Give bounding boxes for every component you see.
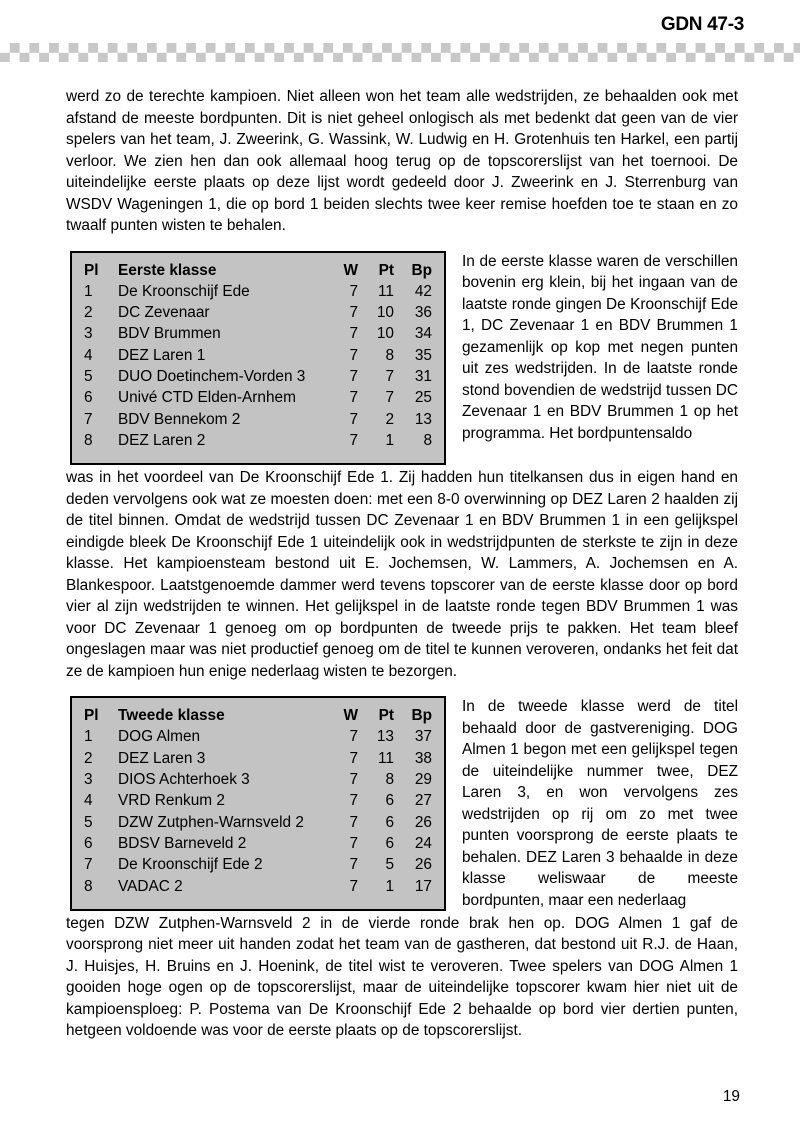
cell-pt: 11	[378, 282, 394, 300]
table-row	[84, 409, 432, 430]
standings-table-tweede-klasse	[70, 696, 446, 911]
cell-pl: 5	[84, 367, 93, 385]
cell-w: 7	[349, 304, 358, 322]
table-row	[84, 854, 432, 875]
cell-name: BDV Brummen	[118, 325, 221, 343]
cell-pl: 3	[84, 771, 93, 789]
table-tweede-klasse	[84, 705, 432, 897]
cell-name: BDSV Barneveld 2	[118, 834, 247, 852]
cell-w: 7	[349, 367, 358, 385]
cell-w: 7	[349, 431, 358, 449]
cell-pl: 1	[84, 282, 93, 300]
table-row	[84, 345, 432, 366]
cell-w: 7	[349, 856, 358, 874]
cell-pt: 5	[385, 856, 394, 874]
column-header-pt: Pt	[378, 261, 394, 279]
table-row	[84, 387, 432, 408]
cell-pl: 2	[84, 304, 93, 322]
cell-name: VADAC 2	[118, 877, 183, 895]
cell-pl: 7	[84, 856, 93, 874]
cell-name: Univé CTD Elden-Arnhem	[118, 389, 296, 407]
table-row	[84, 430, 432, 451]
cell-bp: 31	[414, 367, 432, 385]
cell-bp: 34	[414, 325, 432, 343]
block-eerste-klasse	[66, 251, 738, 468]
cell-bp: 42	[414, 282, 432, 300]
column-header-bp: Bp	[411, 261, 432, 279]
page-number: 19	[722, 1088, 740, 1105]
cell-w: 7	[349, 834, 358, 852]
cell-name: De Kroonschijf Ede	[118, 282, 250, 300]
cell-bp: 37	[414, 728, 432, 746]
column-header-pt: Pt	[378, 707, 394, 725]
cell-pt: 8	[385, 771, 394, 789]
cell-pl: 4	[84, 792, 93, 810]
table-row	[84, 366, 432, 387]
cell-w: 7	[349, 410, 358, 428]
cell-pt: 2	[385, 410, 394, 428]
cell-bp: 26	[414, 856, 432, 874]
cell-w: 7	[349, 877, 358, 895]
cell-pt: 11	[378, 749, 394, 767]
cell-name: DUO Doetinchem-Vorden 3	[118, 367, 306, 385]
table-row	[84, 769, 432, 790]
cell-bp: 25	[414, 389, 432, 407]
cell-bp: 35	[414, 346, 432, 364]
cell-pl: 1	[84, 728, 93, 746]
paragraph-intro: werd zo de terechte kampioen. Niet alleen won het team alle wedstrijden, ze behaalden ook met afstand de meeste bordpunten. Dit is niet geheel onlogisch als met bedenkt dat geen van de vier spelers van het team, J. Zweerink, G. Wassink, W. Ludwig en H. Grotenhuis ten Harkel, een partij verloor. We zien hen dan ook allemaal hoog terug op de topscorerslijst van het toernooi. De uiteindelijke eerste plaats op deze lijst wordt gedeeld door J. Zweerink en J. Sterrenburg van WSDV Wageningen 1, die op bord 1 beiden slechts twee keer remise hoefden toe te staan en zo twaalf punten wisten te behalen.	[66, 88, 738, 234]
cell-pl: 8	[84, 877, 93, 895]
cell-name: DOG Almen	[118, 728, 201, 746]
block-tweede-klasse	[66, 696, 738, 913]
cell-pl: 6	[84, 834, 93, 852]
cell-name: DEZ Laren 1	[118, 346, 206, 364]
table-row-header	[84, 260, 432, 281]
table-row	[84, 281, 432, 302]
cell-pt: 8	[385, 346, 394, 364]
cell-pl: 7	[84, 410, 93, 428]
cell-pt: 7	[385, 367, 394, 385]
cell-pl: 6	[84, 389, 93, 407]
cell-bp: 29	[414, 771, 432, 789]
table-row-header	[84, 705, 432, 726]
page-header	[0, 0, 800, 62]
cell-w: 7	[349, 325, 358, 343]
cell-pt: 13	[376, 728, 394, 746]
table-body	[84, 281, 432, 451]
checkerboard-divider	[0, 43, 800, 62]
cell-pl: 2	[84, 749, 93, 767]
cell-pt: 6	[385, 834, 394, 852]
cell-pt: 6	[385, 813, 394, 831]
cell-name: DEZ Laren 2	[118, 431, 206, 449]
paragraph-tweede-klasse-vervolg: tegen DZW Zutphen-Warnsveld 2 in de vierde ronde brak hen op. DOG Almen 1 gaf de voorsprong niet meer uit handen zodat het team van de gastheren, dat bestond uit R.J. de Haan, J. Huisjes, H. Bruins en J. Hoenink, de titel wist te veroveren. Twee spelers van DOG Almen 1 gooiden hoge ogen op de topscorerslijst, maar de uiteindelijke topscorer kwam hier niet uit de kampioensploeg: P. Postema van De Kroonschijf Ede 2 behaalde op bord vier dertien punten, hetgeen voldoende was voor de eerste plaats op de topscorerslijst.	[66, 914, 738, 1040]
cell-pt: 6	[385, 792, 394, 810]
column-header-name: Eerste klasse	[118, 261, 217, 279]
table-row	[84, 302, 432, 323]
cell-name: DIOS Achterhoek 3	[118, 771, 250, 789]
cell-bp: 26	[414, 813, 432, 831]
cell-pl: 3	[84, 325, 93, 343]
cell-name: BDV Bennekom 2	[118, 410, 241, 428]
article-body	[66, 86, 738, 1042]
column-header-w: W	[343, 261, 358, 279]
table-row	[84, 790, 432, 811]
column-header-name: Tweede klasse	[118, 707, 225, 725]
table-row	[84, 876, 432, 897]
cell-name: De Kroonschijf Ede 2	[118, 856, 263, 874]
paragraph-side-eerste-klasse: In de eerste klasse waren de verschillen bovenin erg klein, bij het ingaan van de laatste ronde gingen De Kroonschijf Ede 1, DC Zevenaar 1 en BDV Brummen 1 gezamenlijk op kop met negen punten uit zes wedstrijden. In de laatste ronde stond bovendien de wedstrijd tussen DC Zevenaar 1 en BDV Brummen 1 op het programma. Het bordpuntensaldo	[462, 252, 738, 442]
cell-bp: 17	[414, 877, 432, 895]
table-eerste-klasse	[84, 260, 432, 452]
cell-pl: 5	[84, 813, 93, 831]
cell-bp: 38	[414, 749, 432, 767]
cell-bp: 13	[414, 410, 432, 428]
cell-pl: 8	[84, 431, 93, 449]
column-header-bp: Bp	[411, 707, 432, 725]
table-header-row	[84, 705, 432, 726]
cell-pt: 7	[385, 389, 394, 407]
table-body	[84, 726, 432, 896]
table-row	[84, 323, 432, 344]
cell-pt: 10	[376, 304, 394, 322]
cell-bp: 8	[423, 431, 432, 449]
column-header-w: W	[343, 707, 358, 725]
table-row	[84, 812, 432, 833]
cell-pt: 1	[385, 431, 394, 449]
paragraph-eerste-klasse-vervolg: was in het voordeel van De Kroonschijf Ede 1. Zij hadden hun titelkansen dus in eigen hand en deden vervolgens ook wat ze moesten doen: met een 8-0 overwinning op DEZ Laren 2 haalden zij de titel binnen. Omdat de wedstrijd tussen DC Zevenaar 1 en BDV Brummen 1 in een gelijkspel eindigde bleek De Kroonschijf Ede 1 uiteindelijk ook in wedstrijdpunten de sterkste te zijn in deze klasse. Het kampioensteam bestond uit E. Jochemsen, W. Lammers, A. Jochemsen en A. Blankespoor. Laatstgenoemde dammer werd tevens topscorer van de eerste klasse door op bord vier al zijn wedstrijden te winnen. Het gelijkspel in de laatste ronde tegen BDV Brummen 1 was voor DC Zevenaar 1 genoeg om op bordpunten de tweede prijs te pakken. Het team bleef ongeslagen maar was niet productief genoeg om de titel te kunnen veroveren, ondanks het feit dat ze de kampioen hun enige nederlaag wisten te bezorgen.	[66, 469, 738, 680]
cell-name: VRD Renkum 2	[118, 792, 225, 810]
cell-bp: 36	[414, 304, 432, 322]
standings-table-eerste-klasse	[70, 251, 446, 466]
cell-pl: 4	[84, 346, 93, 364]
cell-w: 7	[349, 728, 358, 746]
table-row	[84, 726, 432, 747]
cell-bp: 24	[414, 834, 432, 852]
column-header-pl: Pl	[84, 261, 99, 279]
cell-bp: 27	[414, 792, 432, 810]
cell-w: 7	[349, 389, 358, 407]
cell-w: 7	[349, 771, 358, 789]
cell-name: DZW Zutphen-Warnsveld 2	[118, 813, 304, 831]
column-header-pl: Pl	[84, 707, 99, 725]
cell-w: 7	[349, 346, 358, 364]
cell-pt: 10	[376, 325, 394, 343]
table-row	[84, 748, 432, 769]
cell-name: DC Zevenaar	[118, 304, 210, 322]
table-row	[84, 833, 432, 854]
publication-title: GDN 47-3	[660, 14, 744, 35]
cell-name: DEZ Laren 3	[118, 749, 206, 767]
cell-w: 7	[349, 749, 358, 767]
paragraph-side-tweede-klasse: In de tweede klasse werd de titel behaald door de gastvereniging. DOG Almen 1 begon met een gelijkspel tegen de uiteindelijke nummer twee, DEZ Laren 3, en won vervolgens zes wedstrijden op rij om zo met twee punten voorsprong de eerste plaats te behalen. DEZ Laren 3 behaalde in deze klasse weliswaar de meeste bordpunten, maar een nederlaag	[462, 698, 738, 909]
table-header-row	[84, 260, 432, 281]
cell-w: 7	[349, 792, 358, 810]
cell-w: 7	[349, 813, 358, 831]
cell-w: 7	[349, 282, 358, 300]
cell-pt: 1	[385, 877, 394, 895]
